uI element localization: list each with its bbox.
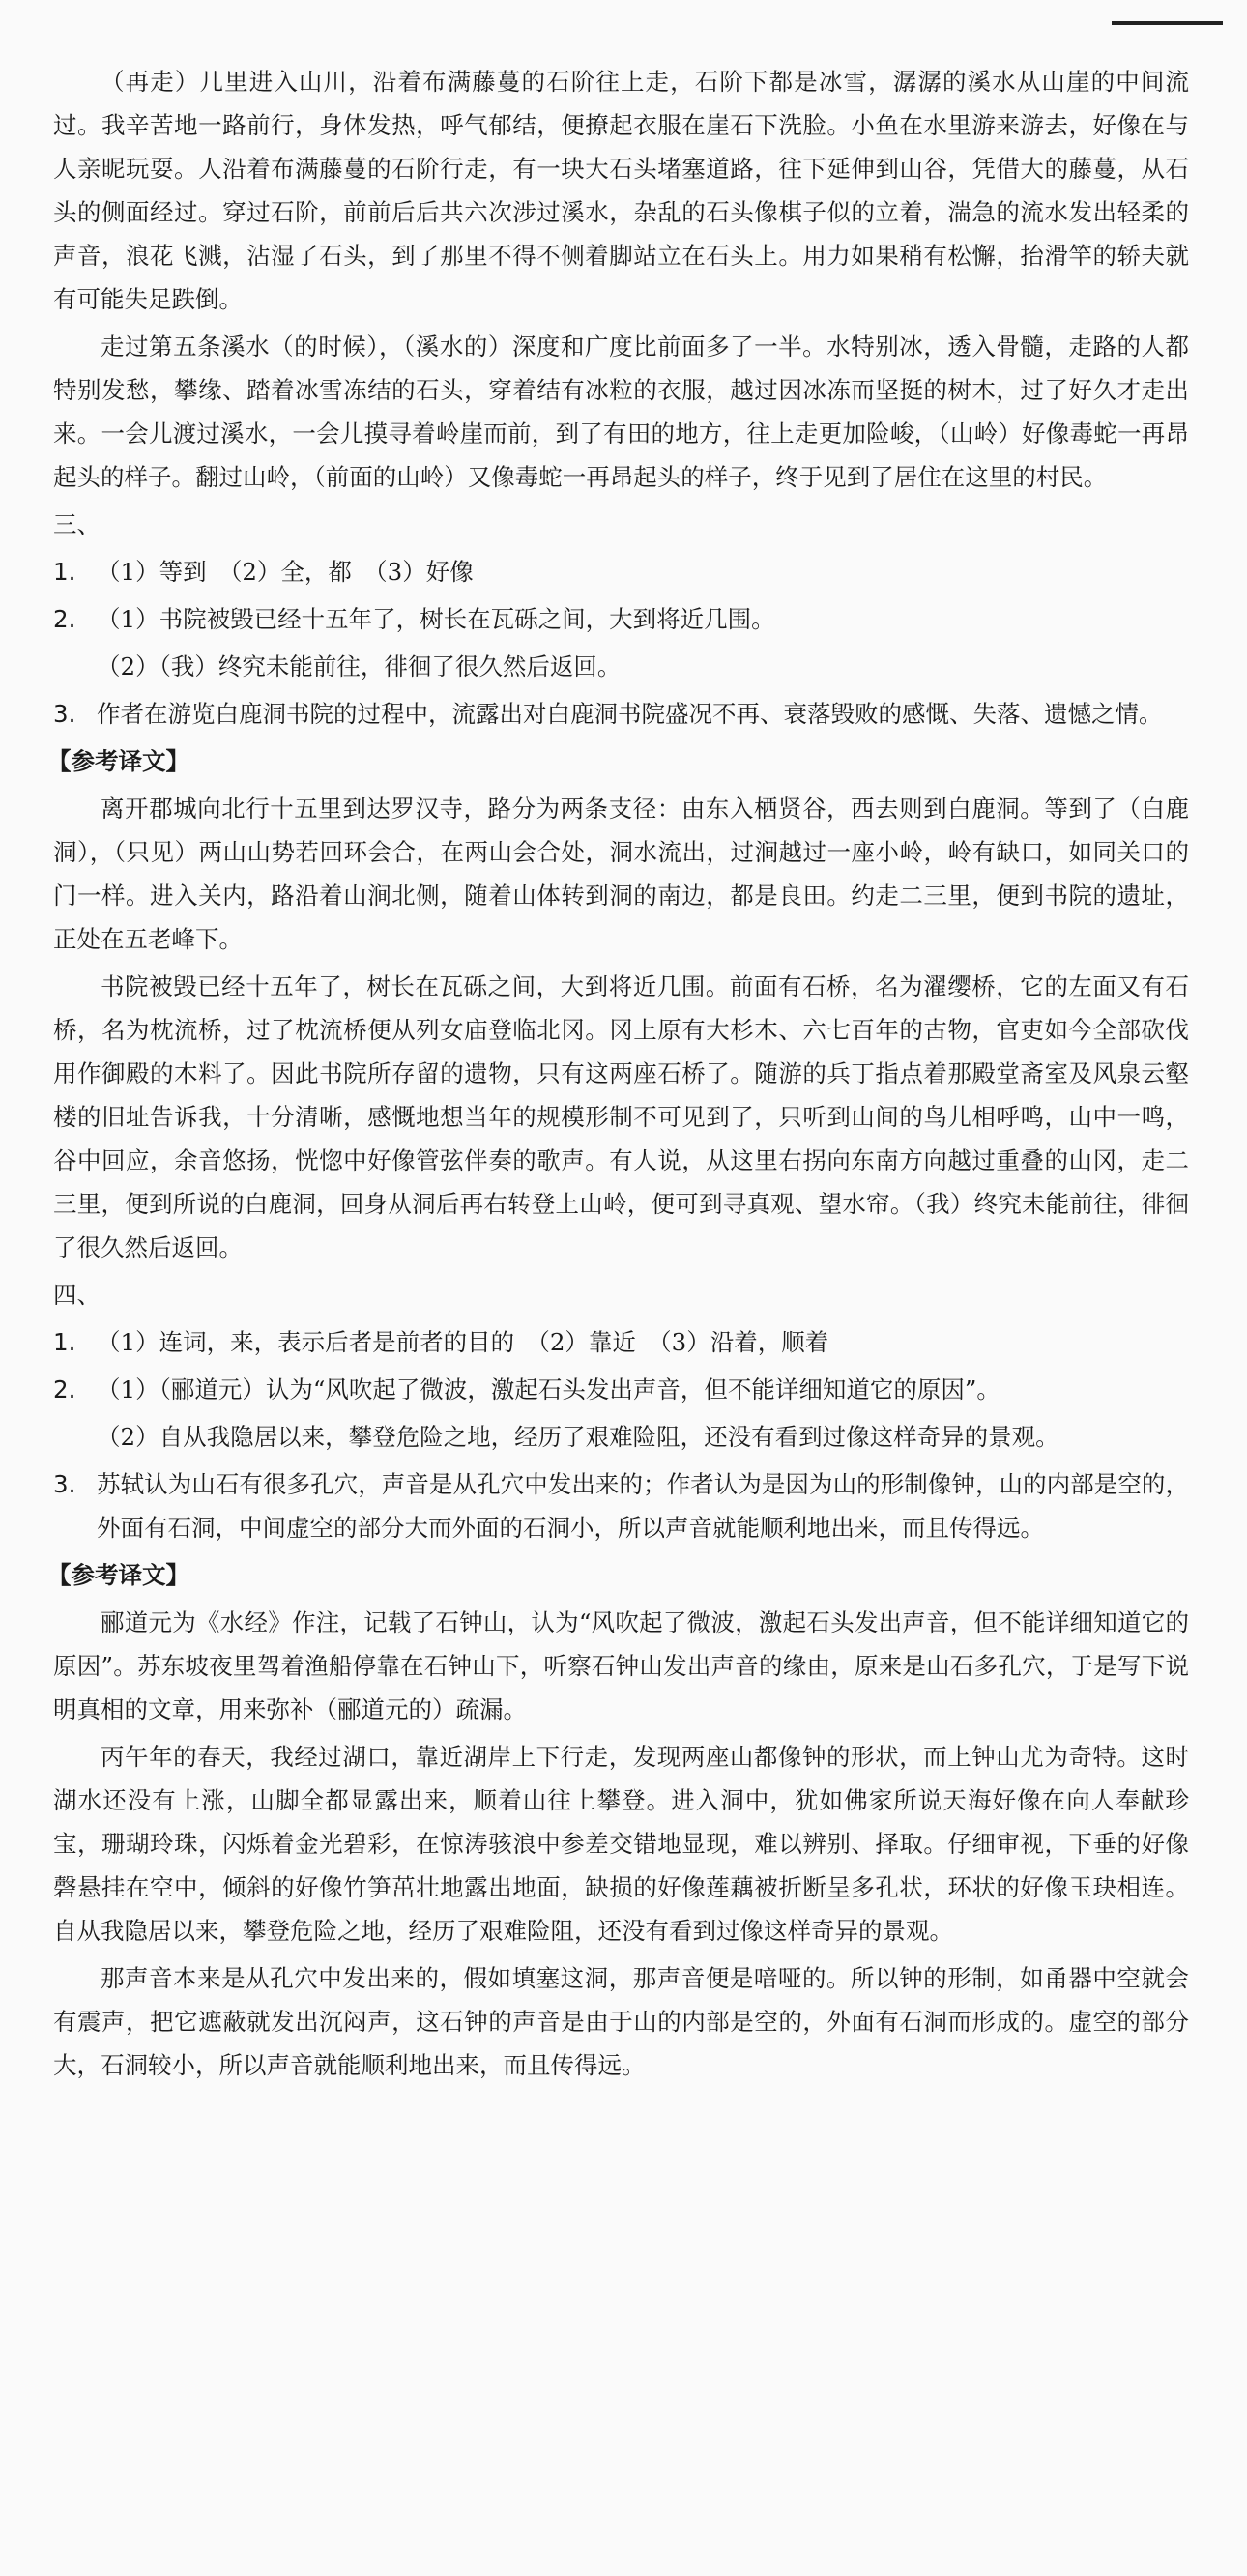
sec4-reference-paragraph-3: 那声音本来是从孔穴中发出来的，假如填塞这洞，那声音便是喑哑的。所以钟的形制，如甬器中空就会有震声，把它遮蔽就发出沉闷声，这石钟的声音是由于山的内部是空的，外面有石洞而形成的。虚空的部分大，石洞较小，所以声音就能顺利地出来，而且传得远。: [53, 1964, 1189, 2079]
sec4-item-2-sub: （2）自从我隐居以来，攀登危险之地，经历了艰难险阻，还没有看到过像这样奇异的景观。: [97, 1423, 1059, 1451]
sec3-item-2-sub: （2）（我）终究未能前往，徘徊了很久然后返回。: [97, 652, 622, 680]
section-3-heading: 三、: [53, 510, 101, 538]
sec3-item-2-text: （1）书院被毁已经十五年了，树长在瓦砾之间，大到将近几围。: [97, 605, 775, 633]
sec3-item-2: [53, 597, 1189, 641]
sec3-item-2-number: 2.: [53, 605, 76, 633]
sec4-item-1: [53, 1320, 1189, 1364]
sec4-reference-paragraph-2: 丙午年的春天，我经过湖口，靠近湖岸上下行走，发现两座山都像钟的形状，而上钟山尤为奇特。这时湖水还没有上涨，山脚全都显露出来，顺着山往上攀登。进入洞中，犹如佛家所说天海好像在向人奉献珍宝，珊瑚玲珠，闪烁着金光碧彩，在惊涛骇浪中参差交错地显现，难以辨别、择取。仔细审视，下垂的好像磬悬挂在空中，倾斜的好像竹笋茁壮地露出地面，缺损的好像莲藕被折断呈多孔状，环状的好像玉玦相连。自从我隐居以来，攀登危险之地，经历了艰难险阻，还没有看到过像这样奇异的景观。: [53, 1743, 1189, 1945]
sec4-item-2-number: 2.: [53, 1375, 76, 1404]
sec4-item-2-text: （1）（郦道元）认为“风吹起了微波，激起石头发出声音，但不能详细知道它的原因”。: [97, 1375, 1000, 1404]
sec2-paragraph-2: 走过第五条溪水（的时候），（溪水的）深度和广度比前面多了一半。水特别冰，透入骨髓，走路的人都特别发愁，攀缘、踏着冰雪冻结的石头，穿着结有冰粒的衣服，越过因冰冻而坚挺的树木，过了好久才走出来。一会儿渡过溪水，一会儿摸寻着岭崖而前，到了有田的地方，往上走更加险峻，（山岭）好像毒蛇一再昂起头的样子。翻过山岭，（前面的山岭）又像毒蛇一再昂起头的样子，终于见到了居住在这里的村民。: [53, 333, 1189, 491]
sec4-item-3-text: 苏轼认为山石有很多孔穴，声音是从孔穴中发出来的；作者认为是因为山的形制像钟，山的内部是空的，外面有石洞，中间虚空的部分大而外面的石洞小，所以声音就能顺利地出来，而且传得远。: [97, 1470, 1189, 1542]
sec3-reference-title: 【参考译文】: [47, 747, 189, 775]
sec3-item-1: [53, 550, 1189, 593]
sec3-item-3-text: 作者在游览白鹿洞书院的过程中，流露出对白鹿洞书院盛况不再、衰落毁败的感慨、失落、遗憾之情。: [97, 700, 1163, 728]
sec4-item-3: [53, 1462, 1189, 1549]
sec3-reference-paragraph-2: 书院被毁已经十五年了，树长在瓦砾之间，大到将近几围。前面有石桥，名为濯缨桥，它的左面又有石桥，名为枕流桥，过了枕流桥便从列女庙登临北冈。冈上原有大杉木、六七百年的古物，官吏如今全部砍伐用作御殿的木料了。因此书院所存留的遗物，只有这两座石桥了。随游的兵丁指点着那殿堂斋室及风泉云壑楼的旧址告诉我，十分清晰，感慨地想当年的规模形制不可见到了，只听到山间的鸟儿相呼鸣，山中一鸣，谷中回应，余音悠扬，恍惚中好像管弦伴奏的歌声。有人说，从这里右拐向东南方向越过重叠的山冈，走二三里，便到所说的白鹿洞，回身从洞后再右转登上山岭，便可到寻真观、望水帘。（我）终究未能前往，徘徊了很久然后返回。: [53, 972, 1189, 1261]
sec4-item-1-text: （1）连词，来，表示后者是前者的目的 （2）靠近 （3）沿着，顺着: [97, 1328, 829, 1356]
sec2-paragraph-1: （再走）几里进入山川，沿着布满藤蔓的石阶往上走，石阶下都是冰雪，潺潺的溪水从山崖的中间流过。我辛苦地一路前行，身体发热，呼气郁结，便撩起衣服在崖石下洗脸。小鱼在水里游来游去，好像在与人亲昵玩耍。人沿着布满藤蔓的石阶行走，有一块大石头堵塞道路，往下延伸到山谷，凭借大的藤蔓，从石头的侧面经过。穿过石阶，前前后后共六次涉过溪水，杂乱的石头像棋子似的立着，湍急的流水发出轻柔的声音，浪花飞溅，沾湿了石头，到了那里不得不侧着脚站立在石头上。用力如果稍有松懈，抬滑竿的轿夫就有可能失足跌倒。: [53, 68, 1189, 313]
top-rule: [1112, 21, 1223, 25]
section-4-heading: 四、: [53, 1281, 101, 1309]
sec3-reference-paragraph-1: 离开郡城向北行十五里到达罗汉寺，路分为两条支径：由东入栖贤谷，西去则到白鹿洞。等到了（白鹿洞），（只见）两山山势若回环会合，在两山会合处，洞水流出，过涧越过一座小岭，岭有缺口，如同关口的门一样。进入关内，路沿着山涧北侧，随着山体转到洞的南边，都是良田。约走二三里，便到书院的遗址，正处在五老峰下。: [53, 795, 1189, 953]
sec3-item-3: [53, 692, 1189, 736]
sec3-item-3-number: 3.: [53, 700, 76, 728]
sec4-item-2: [53, 1368, 1189, 1411]
sec4-item-3-number: 3.: [53, 1470, 76, 1498]
answer-page: [47, 60, 1189, 2091]
sec4-reference-title: 【参考译文】: [47, 1561, 189, 1589]
sec3-item-1-number: 1.: [53, 558, 76, 586]
sec4-reference-paragraph-1: 郦道元为《水经》作注，记载了石钟山，认为“风吹起了微波，激起石头发出声音，但不能详细知道它的原因”。苏东坡夜里驾着渔船停靠在石钟山下，听察石钟山发出声音的缘由，原来是山石多孔穴，于是写下说明真相的文章，用来弥补（郦道元的）疏漏。: [53, 1608, 1189, 1723]
sec4-item-1-number: 1.: [53, 1328, 76, 1356]
sec3-item-1-text: （1）等到 （2）全，都 （3）好像: [97, 558, 474, 586]
